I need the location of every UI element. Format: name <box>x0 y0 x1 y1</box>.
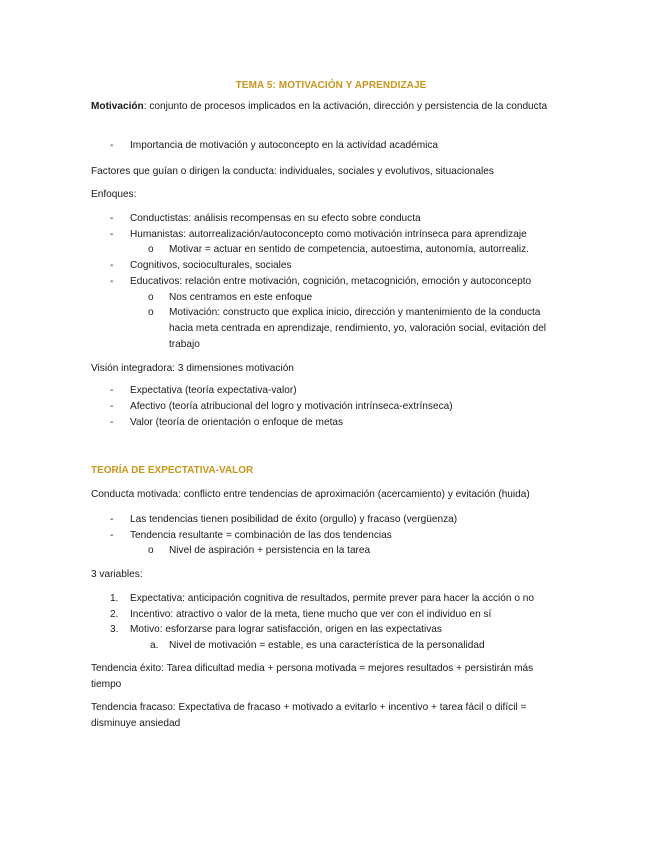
enfoques-label: Enfoques: <box>91 189 137 200</box>
list-item-text: Educativos: relación entre motivación, cognición, metacognición, emoción y autoconcepto <box>130 276 532 287</box>
dash-bullet: - <box>110 140 114 151</box>
factores-paragraph: Factores que guían o dirigen la conducta: individuales, sociales y evolutivos, situacionales <box>91 166 494 177</box>
list-item-text: Incentivo: atractivo o valor de la meta, tiene mucho que ver con el individuo en sí <box>130 609 492 620</box>
list-item-text: Motivación: constructo que explica inicio, dirección y mantenimiento de la conducta hacia meta centrada en aprendizaje, rendimiento, yo, valoración social, evitación del trabajo <box>169 307 547 350</box>
list-number: 3. <box>110 624 119 635</box>
motivacion-definition <box>91 99 561 115</box>
list-item-text: Conductistas: análisis recompensas en su efecto sobre conducta <box>130 213 421 224</box>
list-item-text: Expectativa: anticipación cognitiva de resultados, permite prever para hacer la acción o no <box>130 593 534 604</box>
dash-bullet: - <box>110 514 114 525</box>
motivacion-term: Motivación <box>91 101 144 112</box>
dash-bullet: - <box>110 213 114 224</box>
circle-bullet: o <box>148 545 154 556</box>
list-item-text: Humanistas: autorrealización/autoconcepto como motivación intrínseca para aprendizaje <box>130 229 527 240</box>
list-item-text: Motivo: esforzarse para lograr satisfacción, origen en las expectativas <box>130 624 442 635</box>
list-letter: a. <box>150 640 159 651</box>
list-item-text: Nivel de motivación = estable, es una característica de la personalidad <box>169 640 485 651</box>
conducta-paragraph: Conducta motivada: conflicto entre tendencias de aproximación (acercamiento) y evitación (huida) <box>91 489 530 500</box>
dash-bullet: - <box>110 401 114 412</box>
list-item-text: Expectativa (teoría expectativa-valor) <box>130 385 297 396</box>
exito-paragraph: Tendencia éxito: Tarea dificultad media + persona motivada = mejores resultados + persistirán más tiempo <box>91 663 534 690</box>
circle-bullet: o <box>148 307 154 318</box>
dash-bullet: - <box>110 229 114 240</box>
list-number: 2. <box>110 609 119 620</box>
vision-label: Visión integradora: 3 dimensiones motivación <box>91 363 294 374</box>
dash-bullet: - <box>110 276 114 287</box>
list-item-text: Cognitivos, socioculturales, sociales <box>130 260 292 271</box>
dash-bullet: - <box>110 260 114 271</box>
dash-bullet: - <box>110 385 114 396</box>
list-item-text: Afectivo (teoría atribucional del logro y motivación intrínseca-extrínseca) <box>130 401 453 412</box>
circle-bullet: o <box>148 244 154 255</box>
page-title: TEMA 5: MOTIVACIÓN Y APRENDIZAJE <box>235 80 427 91</box>
list-item-text: Nos centramos en este enfoque <box>169 292 313 303</box>
dash-bullet: - <box>110 530 114 541</box>
list-item-text: Nivel de aspiración + persistencia en la tarea <box>169 545 371 556</box>
fracaso-paragraph: Tendencia fracaso: Expectativa de fracaso + motivado a evitarlo + incentivo + tarea fácil o difícil = disminuye ansiedad <box>91 702 527 729</box>
list-number: 1. <box>110 593 119 604</box>
circle-bullet: o <box>148 292 154 303</box>
list-item-text: Importancia de motivación y autoconcepto en la actividad académica <box>130 140 439 151</box>
list-item-text: Motivar = actuar en sentido de competencia, autoestima, autonomía, autorrealiz. <box>169 244 529 255</box>
variables-label: 3 variables: <box>91 569 143 580</box>
section-heading: TEORÍA DE EXPECTATIVA-VALOR <box>91 465 254 476</box>
list-item-text: Valor (teoría de orientación o enfoque de metas <box>130 417 344 428</box>
list-item-text: Tendencia resultante = combinación de las dos tendencias <box>130 530 392 541</box>
dash-bullet: - <box>110 417 114 428</box>
motivacion-definition-text: : conjunto de procesos implicados en la activación, dirección y persistencia de la conducta <box>143 101 548 112</box>
list-item-text: Las tendencias tienen posibilidad de éxito (orgullo) y fracaso (vergüenza) <box>130 514 458 525</box>
